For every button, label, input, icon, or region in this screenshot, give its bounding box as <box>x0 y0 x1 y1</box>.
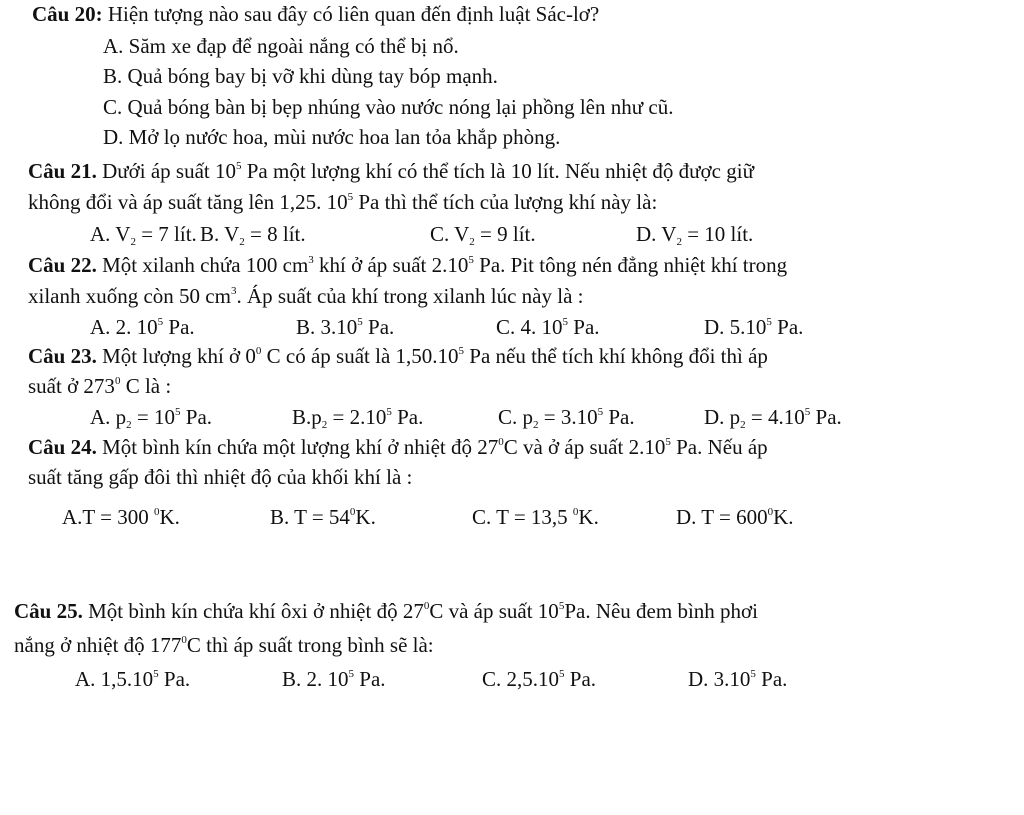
option-unit: K. <box>355 505 376 529</box>
superscript: 5 <box>157 316 164 328</box>
question-22-option-c <box>496 313 600 341</box>
question-25-text-c: Pa. Nêu đem bình phơi <box>564 599 758 623</box>
superscript: 5 <box>559 668 565 680</box>
question-25-text-a: Một bình kín chứa khí ôxi ở nhiệt độ 27 <box>88 599 424 623</box>
question-22-option-b <box>296 313 394 341</box>
subscript: 2 <box>321 419 328 431</box>
question-25-option-c <box>482 665 596 693</box>
question-20-option-a: A. Săm xe đạp để ngoài nắng có thể bị nổ. <box>103 34 459 58</box>
question-24-text-c: Pa. Nếu áp <box>670 435 768 459</box>
subscript: 2 <box>740 419 746 431</box>
question-23-stem-line-1 <box>28 342 768 370</box>
option-value: = 10 lít. <box>681 222 754 246</box>
question-20-text: Hiện tượng nào sau đây có liên quan đến định luật Sác-lơ? <box>107 2 600 26</box>
question-21-text-b: Pa một lượng khí có thể tích là 10 lít. Nếu nhiệt độ được giữ <box>241 159 754 183</box>
option-unit: K. <box>773 505 794 529</box>
option-label: D. 3.10 <box>688 667 751 691</box>
question-20-number: Câu 20: <box>32 2 103 26</box>
superscript: 5 <box>766 316 772 328</box>
superscript: 5 <box>357 316 363 328</box>
question-24-stem-line-2: suất tăng gấp đôi thì nhiệt độ của khối khí là : <box>28 465 413 489</box>
superscript: 0 <box>349 506 356 518</box>
option-value: = 4.10 <box>745 405 805 429</box>
option-unit: Pa. <box>163 315 195 339</box>
question-20-stem <box>32 0 599 28</box>
option-label: A. V <box>90 222 131 246</box>
superscript: 5 <box>153 668 159 680</box>
option-unit: Pa. <box>568 315 600 339</box>
question-23-stem-line-2 <box>28 372 171 400</box>
question-24-option-d <box>676 503 794 531</box>
superscript: 0 <box>572 506 579 518</box>
option-label: C. 4. 10 <box>496 315 563 339</box>
question-24-option-a <box>62 503 180 531</box>
option-unit: Pa. <box>603 405 635 429</box>
question-21-text-a: Dưới áp suất 10 <box>102 159 236 183</box>
superscript: 5 <box>175 406 181 418</box>
option-label: D. 5.10 <box>704 315 767 339</box>
subscript: 2 <box>126 419 132 431</box>
subscript: 2 <box>239 236 245 248</box>
question-24-option-b <box>270 503 376 531</box>
superscript: 5 <box>558 600 565 612</box>
subscript: 2 <box>130 236 136 248</box>
question-23-text-c: Pa nếu thể tích khí không đổi thì áp <box>464 344 768 368</box>
subscript: 2 <box>469 236 475 248</box>
question-24-stem-line-1 <box>28 433 768 461</box>
option-label: A. 2. 10 <box>90 315 158 339</box>
question-24-text-a: Một bình kín chứa một lượng khí ở nhiệt độ 27 <box>102 435 499 459</box>
question-22-stem-line-2 <box>28 282 583 310</box>
question-22-option-a <box>90 313 195 341</box>
option-unit: Pa. <box>755 667 788 691</box>
question-23-text-a: Một lượng khí ở 0 <box>102 344 256 368</box>
question-24-number: Câu 24. <box>28 435 97 459</box>
question-20-option-b: B. Quả bóng bay bị vỡ khi dùng tay bóp mạnh. <box>103 64 498 88</box>
question-22-text-a: Một xilanh chứa 100 cm <box>102 253 309 277</box>
option-value: = 9 lít. <box>474 222 536 246</box>
superscript: 0 <box>153 506 160 518</box>
question-22-text-c: Pa. Pit tông nén đẳng nhiệt khí trong <box>473 253 788 277</box>
option-unit: K. <box>159 505 180 529</box>
superscript: 3 <box>230 285 237 297</box>
question-23-text-e: C là : <box>120 374 172 398</box>
option-label: B. 3.10 <box>296 315 358 339</box>
option-label: D. V <box>636 222 677 246</box>
question-21-number: Câu 21. <box>28 159 97 183</box>
question-21-text-d: Pa thì thể tích của lượng khí này là: <box>353 190 658 214</box>
option-unit: Pa. <box>771 315 804 339</box>
question-25-stem-line-1 <box>14 597 758 625</box>
option-label: B. V <box>200 222 240 246</box>
option-label: B. T = 54 <box>270 505 350 529</box>
question-23-option-d <box>704 403 842 431</box>
superscript: 0 <box>498 436 504 448</box>
option-value: = 10 <box>131 405 176 429</box>
superscript: 5 <box>347 191 354 203</box>
question-22-text-b: khí ở áp suất 2.10 <box>313 253 469 277</box>
question-25-text-d: nắng ở nhiệt độ 177 <box>14 633 182 657</box>
superscript: 3 <box>308 254 314 266</box>
option-label: A. p <box>90 405 127 429</box>
option-value: = 7 lít. <box>135 222 197 246</box>
option-label: B.p <box>292 405 322 429</box>
question-22-number: Câu 22. <box>28 253 97 277</box>
question-21-text-c: không đổi và áp suất tăng lên 1,25. 10 <box>28 190 348 214</box>
superscript: 5 <box>597 406 604 418</box>
question-20-option-c: C. Quả bóng bàn bị bẹp nhúng vào nước nóng lại phồng lên như cũ. <box>103 95 674 119</box>
question-21-option-a <box>90 220 197 248</box>
option-unit: Pa. <box>158 667 191 691</box>
superscript: 0 <box>255 345 262 357</box>
question-23-text-d: suất ở 273 <box>28 374 115 398</box>
superscript: 5 <box>236 160 242 172</box>
superscript: 5 <box>665 436 671 448</box>
option-value: = 2.10 <box>327 405 387 429</box>
subscript: 2 <box>533 419 539 431</box>
superscript: 5 <box>348 668 355 680</box>
superscript: 5 <box>458 345 465 357</box>
question-24-text-b: C và ở áp suất 2.10 <box>503 435 666 459</box>
question-25-option-b <box>282 665 386 693</box>
option-unit: Pa. <box>362 315 395 339</box>
superscript: 5 <box>468 254 474 266</box>
question-21-option-c <box>430 220 536 248</box>
option-label: D. p <box>704 405 741 429</box>
option-label: D. T = 600 <box>676 505 768 529</box>
question-25-option-d <box>688 665 787 693</box>
option-label: C. T = 13,5 <box>472 505 568 529</box>
superscript: 0 <box>423 600 430 612</box>
question-21-stem-line-2 <box>28 188 657 216</box>
superscript: 0 <box>181 634 187 646</box>
option-unit: Pa. <box>810 405 842 429</box>
question-21-option-d <box>636 220 753 248</box>
question-25-option-a <box>75 665 190 693</box>
option-value: = 3.10 <box>538 405 598 429</box>
superscript: 0 <box>767 506 774 518</box>
option-label: B. 2. 10 <box>282 667 349 691</box>
option-unit: K. <box>578 505 599 529</box>
superscript: 0 <box>114 375 121 387</box>
question-23-number: Câu 23. <box>28 344 97 368</box>
option-label: C. V <box>430 222 470 246</box>
superscript: 5 <box>386 406 392 418</box>
question-22-option-d <box>704 313 803 341</box>
question-25-stem-line-2 <box>14 631 434 659</box>
option-label: A.T = 300 <box>62 505 149 529</box>
question-20-option-d: D. Mở lọ nước hoa, mùi nước hoa lan tỏa khắp phòng. <box>103 125 561 149</box>
option-unit: Pa. <box>180 405 213 429</box>
option-label: C. p <box>498 405 534 429</box>
option-unit: Pa. <box>564 667 597 691</box>
question-23-option-a <box>90 403 212 431</box>
question-23-option-c <box>498 403 635 431</box>
question-22-text-e: . Áp suất của khí trong xilanh lúc này là : <box>236 284 584 308</box>
option-unit: Pa. <box>354 667 386 691</box>
subscript: 2 <box>676 236 682 248</box>
question-25-number: Câu 25. <box>14 599 83 623</box>
question-21-stem-line-1 <box>28 157 754 185</box>
question-24-option-c <box>472 503 599 531</box>
option-unit: Pa. <box>391 405 424 429</box>
question-22-stem-line-1 <box>28 251 787 279</box>
superscript: 5 <box>562 316 569 328</box>
question-23-text-b: C có áp suất là 1,50.10 <box>261 344 459 368</box>
superscript: 5 <box>804 406 811 418</box>
option-value: = 8 lít. <box>244 222 306 246</box>
question-22-text-d: xilanh xuống còn 50 cm <box>28 284 231 308</box>
option-label: A. 1,5.10 <box>75 667 154 691</box>
superscript: 5 <box>750 668 756 680</box>
question-23-option-b <box>292 403 423 431</box>
option-label: C. 2,5.10 <box>482 667 560 691</box>
question-25-text-e: C thì áp suất trong bình sẽ là: <box>186 633 434 657</box>
question-25-text-b: C và áp suất 10 <box>429 599 559 623</box>
question-21-option-b <box>200 220 306 248</box>
